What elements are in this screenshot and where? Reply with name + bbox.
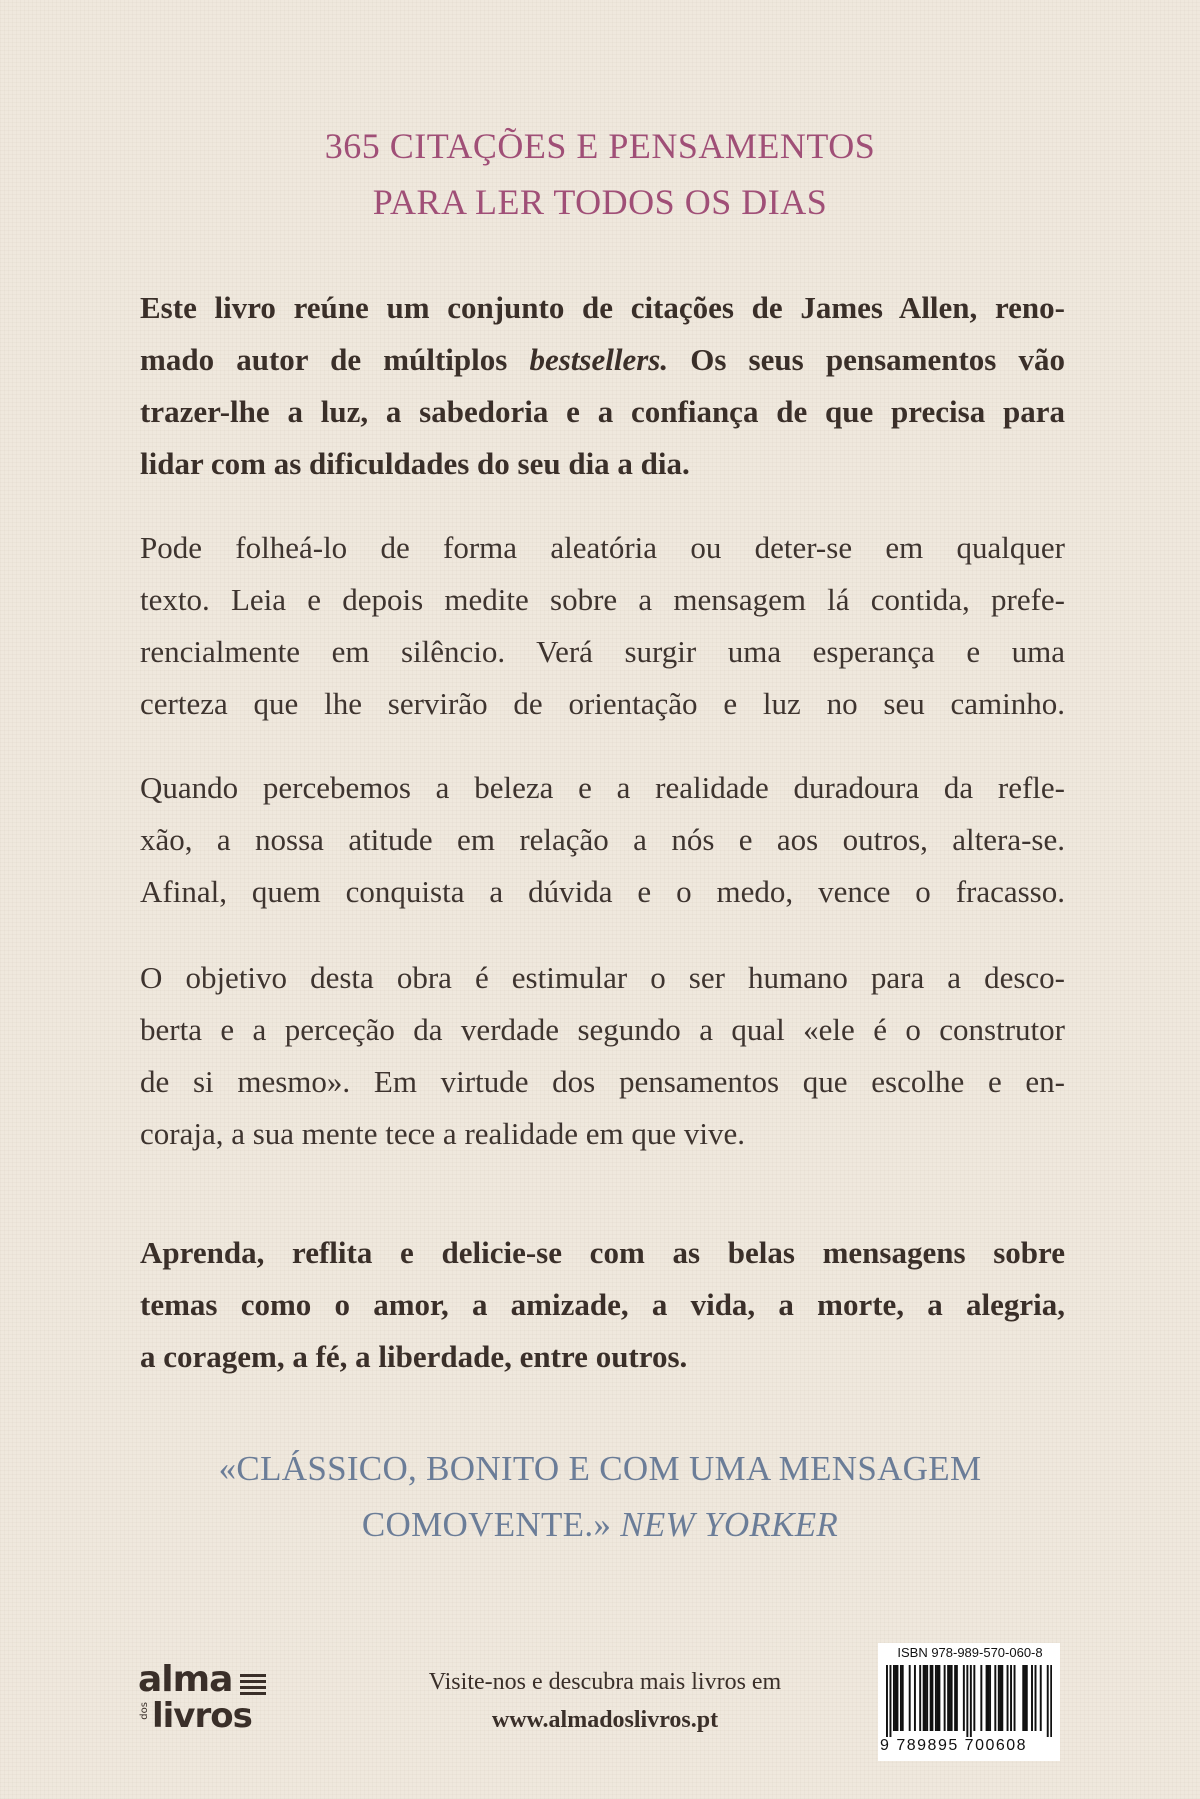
logo-word-alma: alma (138, 1659, 233, 1700)
press-quote (100, 1441, 1100, 1553)
barcode-bar (931, 1665, 933, 1731)
headline-line-1: 365 CITAÇÕES E PENSAMENTOS (324, 126, 876, 166)
closing-paragraph (140, 1227, 1065, 1383)
text-line: O objetivo desta obra é estimular o ser humano para a desco- (140, 960, 1065, 995)
barcode-bar (889, 1665, 891, 1737)
quote-text: COMOVENTE.» (361, 1505, 612, 1544)
barcode-bar (900, 1665, 902, 1731)
quote-line-1: «CLÁSSICO, BONITO E COM UMA MENSAGEM (218, 1449, 982, 1488)
publisher-logo (138, 1660, 278, 1740)
barcode-bar (919, 1665, 921, 1731)
barcode-bar (902, 1665, 904, 1731)
text-line: trazer-lhe a luz, a sabedoria e a confiança de que precisa para (140, 394, 1065, 429)
barcode-bar (987, 1665, 989, 1731)
text-line: berta e a perceção da verdade segundo a qual «ele é o construtor (140, 1012, 1065, 1047)
barcode-bar (937, 1665, 939, 1731)
text-line: Aprenda, reflita e delicie-se com as belas mensagens sobre (140, 1235, 1065, 1270)
barcode-bar (1035, 1665, 1037, 1731)
barcode-bar (963, 1665, 965, 1731)
visit-text: Visite-nos e descubra mais livros em (428, 1669, 782, 1695)
barcode-bar (935, 1665, 937, 1731)
barcode-bar (1014, 1665, 1016, 1731)
quote-line-2 (100, 1497, 1100, 1553)
text-line: de si mesmo». Em virtude dos pensamentos que escolhe e en- (140, 1064, 1065, 1099)
barcode-bar (956, 1665, 958, 1731)
barcode-bar (973, 1665, 975, 1731)
headline-line-2: PARA LER TODOS OS DIAS (372, 182, 828, 222)
barcode-bar (895, 1665, 897, 1731)
text-fragment: mado autor de múltiplos (140, 342, 530, 377)
barcode-bar (1050, 1665, 1052, 1737)
text-line: xão, a nossa atitude em relação a nós e aos outros, altera-se. (140, 822, 1065, 857)
barcode-bar (886, 1665, 888, 1737)
barcode-bar (1000, 1665, 1002, 1731)
barcode-bar (1026, 1665, 1028, 1731)
barcode-bar (980, 1665, 982, 1731)
text-line: temas como o amor, a amizade, a vida, a morte, a alegria, (140, 1287, 1065, 1322)
barcode-bar (909, 1665, 911, 1731)
barcode-bar (947, 1665, 949, 1731)
barcode-bar (938, 1665, 940, 1731)
barcode-bar (1010, 1665, 1012, 1731)
barcode-bar (896, 1665, 898, 1731)
barcode-bar (1022, 1665, 1024, 1731)
barcode-bar (1047, 1665, 1049, 1737)
text-line: coraja, a sua mente tece a realidade em que vive. (140, 1116, 746, 1151)
text-fragment: Os seus pensamentos vão (668, 342, 1065, 377)
barcode-bars (886, 1665, 1052, 1737)
barcode-bar (944, 1665, 946, 1731)
logo-word-livros: livros (152, 1696, 252, 1736)
barcode-bar (1007, 1665, 1009, 1731)
isbn-barcode (878, 1643, 1060, 1761)
barcode-bar (893, 1665, 895, 1731)
text-line: Este livro reúne um conjunto de citações de James Allen, reno- (140, 290, 1065, 325)
text-line: Pode folheá-lo de forma aleatória ou deter-se em qualquer (140, 530, 1065, 565)
barcode-bar (989, 1665, 991, 1731)
website-link[interactable]: www.almadoslivros.pt (491, 1707, 719, 1733)
text-line: lidar com as dificuldades do seu dia a dia. (140, 446, 690, 481)
barcode-bar (923, 1665, 925, 1731)
barcode-bar (998, 1665, 1000, 1731)
barcode-bar (924, 1665, 926, 1731)
intro-paragraph (140, 282, 1065, 490)
barcode-bar (1040, 1665, 1042, 1731)
isbn-label: ISBN 978-989-570-060-8 (897, 1645, 1043, 1660)
barcode-bar (1024, 1665, 1026, 1731)
barcode-bar (966, 1665, 968, 1737)
website-info (385, 1663, 825, 1739)
logo-word-dos: dos (139, 1702, 150, 1720)
text-line: rencialmente em silêncio. Verá surgir uma esperança e uma (140, 634, 1065, 669)
barcode-bar (1001, 1665, 1003, 1731)
italic-term: bestsellers. (529, 342, 669, 377)
barcode-bar (970, 1665, 972, 1737)
text-line (140, 334, 1065, 386)
text-line: texto. Leia e depois medite sobre a mensagem lá contida, prefe- (140, 582, 1065, 617)
barcode-bar (926, 1665, 928, 1731)
barcode-digits: 9 789895 700608 (880, 1737, 1028, 1754)
barcode-bar (930, 1665, 932, 1731)
quote-source: NEW YORKER (620, 1505, 839, 1544)
barcode-bar (949, 1665, 951, 1731)
barcode-bar (954, 1665, 956, 1731)
text-line: certeza que lhe servirão de orientação e luz no seu caminho. (140, 686, 1065, 721)
barcode-bar (951, 1665, 953, 1731)
logo-bars-icon (240, 1674, 266, 1698)
paragraph-reflection (140, 762, 1065, 918)
text-line: Afinal, quem conquista a dúvida e o medo, vence o fracasso. (140, 874, 1065, 909)
barcode-bar (986, 1665, 988, 1731)
text-line: Quando percebemos a beleza e a realidade duradoura da refle- (140, 770, 1065, 805)
barcode-bar (1031, 1665, 1033, 1731)
text-line: a coragem, a fé, a liberdade, entre outros. (140, 1339, 688, 1374)
headline (100, 118, 1100, 230)
paragraph-objective (140, 952, 1065, 1160)
paragraph-browse (140, 522, 1065, 730)
barcode-bar (914, 1665, 916, 1731)
barcode-bar (994, 1665, 996, 1731)
